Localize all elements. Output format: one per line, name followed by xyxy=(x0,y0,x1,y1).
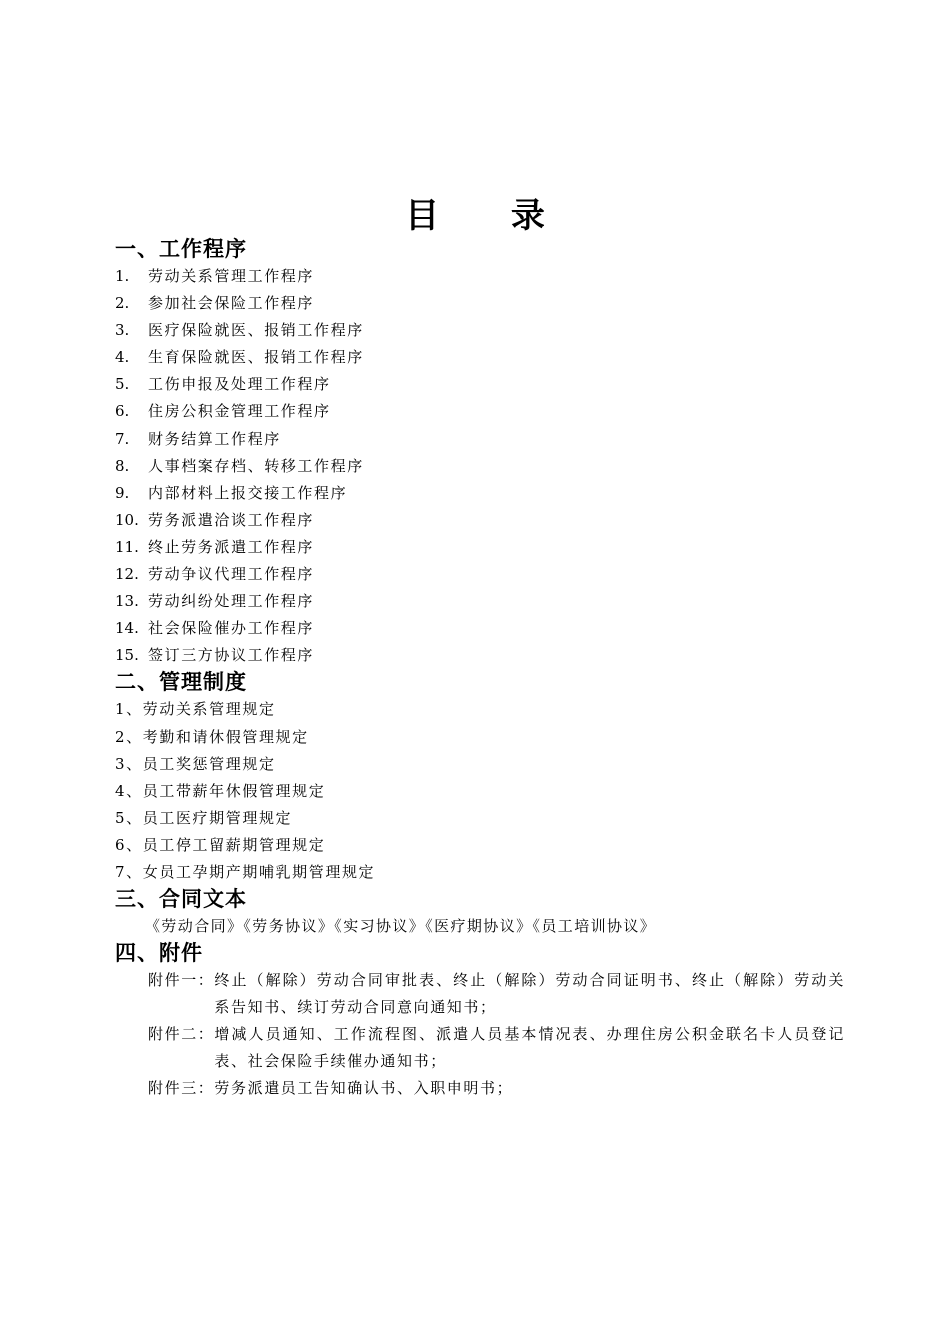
attachment-item xyxy=(115,1021,845,1075)
attachment-text: 终止（解除）劳动合同审批表、终止（解除）劳动合同证明书、终止（解除）劳动关系告知书、续订劳动合同意向通知书； xyxy=(214,971,845,1017)
attachment-label: 附件二： xyxy=(148,1025,215,1044)
contracts-text: 《劳动合同》《劳务协议》《实习协议》《医疗期协议》《员工培训协议》 xyxy=(145,917,657,936)
list-item: 13. 劳动纠纷处理工作程序 xyxy=(115,592,315,611)
list-item: 15. 签订三方协议工作程序 xyxy=(115,646,315,665)
list-item: 7、女员工孕期产期哺乳期管理规定 xyxy=(115,862,376,881)
attachment-item xyxy=(115,1075,845,1102)
list-item: 2、考勤和请休假管理规定 xyxy=(115,727,309,746)
list-item: 4、员工带薪年休假管理规定 xyxy=(115,781,326,800)
list-item: 7. 财务结算工作程序 xyxy=(115,429,281,448)
list-item: 11. 终止劳务派遣工作程序 xyxy=(115,537,315,556)
section-heading-regulations: 二、管理制度 xyxy=(115,670,247,695)
attachment-text: 增减人员通知、工作流程图、派遣人员基本情况表、办理住房公积金联名卡人员登记表、社会保险手续催办通知书； xyxy=(214,1025,845,1071)
section-heading-procedures: 一、工作程序 xyxy=(115,237,247,261)
list-item: 8. 人事档案存档、转移工作程序 xyxy=(115,456,364,475)
list-item: 1. 劳动关系管理工作程序 xyxy=(115,267,315,285)
regulations-list xyxy=(115,696,845,886)
list-item: 3. 医疗保险就医、报销工作程序 xyxy=(115,321,364,340)
list-item: 9. 内部材料上报交接工作程序 xyxy=(115,483,348,502)
attachment-item xyxy=(115,967,845,1021)
section-heading-contracts: 三、合同文本 xyxy=(115,887,247,912)
list-item: 12. 劳动争议代理工作程序 xyxy=(115,565,315,584)
procedures-list xyxy=(115,263,845,669)
attachment-label: 附件一： xyxy=(148,971,215,990)
section-heading-attachments: 四、附件 xyxy=(115,941,203,966)
toc-content xyxy=(115,236,845,1102)
list-item: 6. 住房公积金管理工作程序 xyxy=(115,402,331,421)
list-item: 5、员工医疗期管理规定 xyxy=(115,808,293,827)
list-item: 4. 生育保险就医、报销工作程序 xyxy=(115,348,364,367)
attachment-text: 劳务派遣员工告知确认书、入职申明书； xyxy=(214,1079,514,1098)
list-item: 2. 参加社会保险工作程序 xyxy=(115,294,315,313)
list-item: 10. 劳务派遣洽谈工作程序 xyxy=(115,510,315,529)
list-item: 5. 工伤申报及处理工作程序 xyxy=(115,375,331,394)
list-item: 1、劳动关系管理规定 xyxy=(115,700,276,719)
page-title: 目 录 xyxy=(405,196,575,236)
attachment-label: 附件三： xyxy=(148,1079,215,1098)
list-item: 3、员工奖惩管理规定 xyxy=(115,754,276,773)
list-item: 6、员工停工留薪期管理规定 xyxy=(115,835,326,854)
list-item: 14. 社会保险催办工作程序 xyxy=(115,619,315,638)
